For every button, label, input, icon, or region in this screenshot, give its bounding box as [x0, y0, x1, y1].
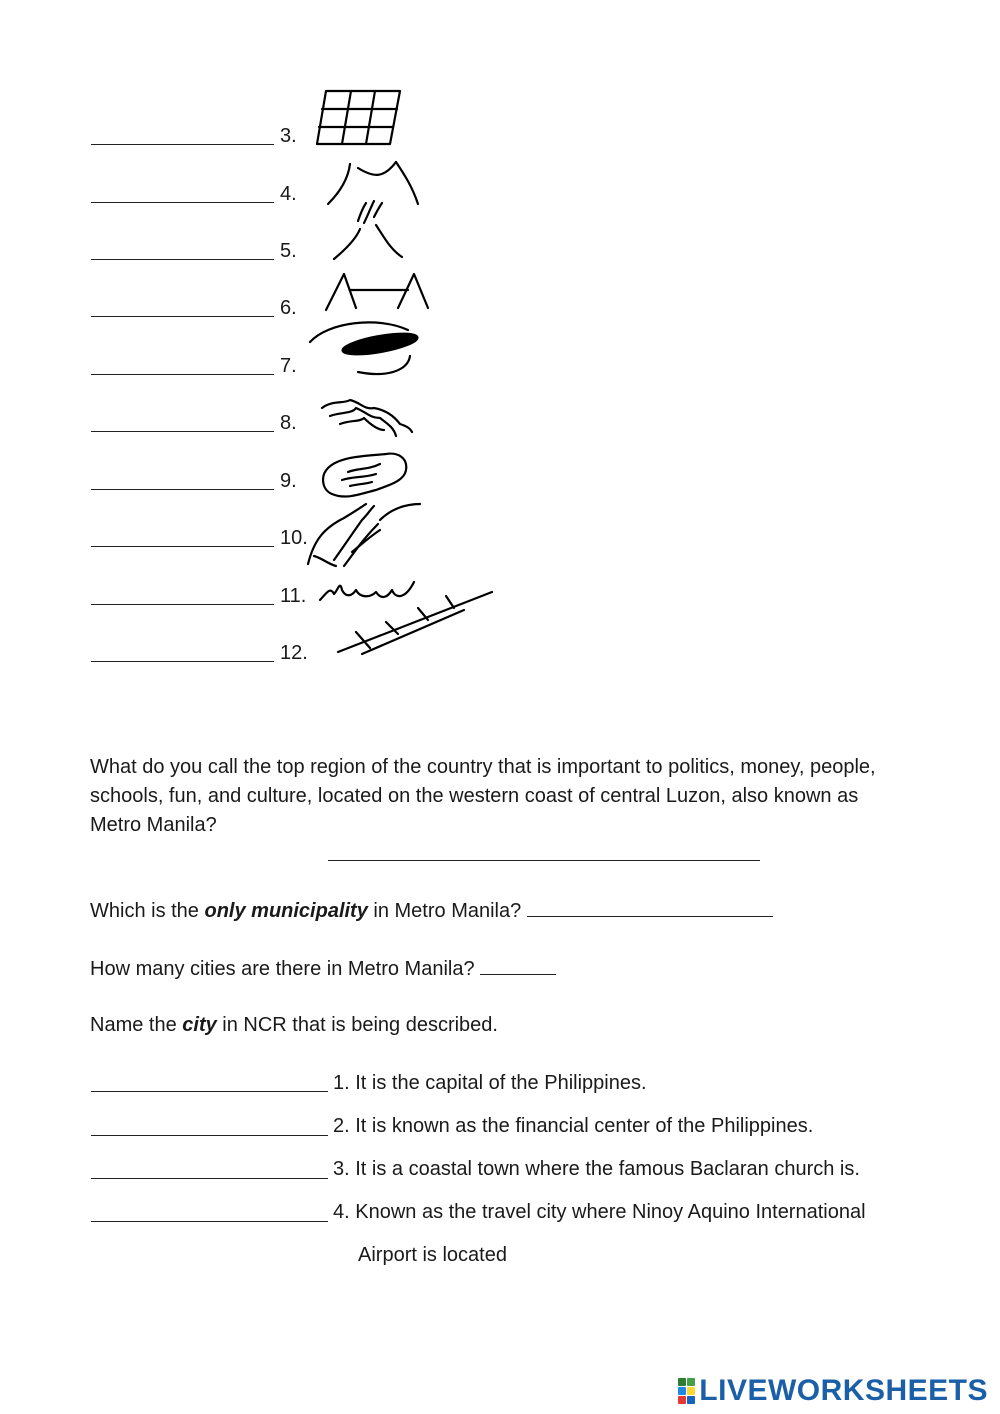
island-icon — [320, 450, 412, 502]
item-number: 10. — [280, 527, 308, 549]
volcano-icon — [330, 195, 410, 265]
city-clue-4: 4. Known as the travel city where Ninoy Aquino International — [333, 1201, 866, 1223]
answer-blank-5[interactable] — [91, 259, 274, 260]
answer-blank-6[interactable] — [91, 316, 274, 317]
city-clue-3: 3. It is a coastal town where the famous Baclaran church is. — [333, 1158, 860, 1180]
emphasis-text: only municipality — [204, 900, 368, 922]
question-ncr: What do you call the top region of the country that is important to politics, money, people, schools, fun, and culture, located on the western coast of central Luzon, also known as Metro Manila? — [90, 756, 876, 836]
answer-blank-3[interactable] — [91, 144, 274, 145]
question-city-count — [90, 956, 556, 981]
answer-blank-10[interactable] — [91, 546, 274, 547]
city-clue-2: 2. It is known as the financial center of the Philippines. — [333, 1115, 814, 1137]
answer-blank-city-1[interactable] — [91, 1091, 328, 1092]
question-municipality — [90, 898, 773, 923]
item-number: 8. — [280, 412, 297, 434]
answer-blank-city-4[interactable] — [91, 1221, 328, 1222]
answer-blank-8[interactable] — [91, 431, 274, 432]
question-name-city — [90, 1013, 498, 1037]
question-text: Name the — [90, 1014, 183, 1036]
question-text: How many cities are there in Metro Manila? — [90, 958, 475, 980]
answer-blank-city-3[interactable] — [91, 1178, 328, 1179]
answer-blank-4[interactable] — [91, 202, 274, 203]
answer-blank-city-2[interactable] — [91, 1135, 328, 1136]
answer-blank-9[interactable] — [91, 489, 274, 490]
item-number: 11. — [280, 585, 307, 607]
answer-blank-11[interactable] — [91, 604, 274, 605]
waterfall-icon — [304, 500, 424, 570]
river-icon — [320, 396, 416, 442]
question-text: Which is the — [90, 900, 205, 922]
item-number: 3. — [280, 125, 297, 147]
question-text: in Metro Manila? — [367, 900, 522, 922]
answer-blank-city-count[interactable] — [480, 956, 556, 975]
lake-icon — [308, 316, 424, 378]
liveworksheets-logo — [678, 1374, 988, 1408]
item-number: 12. — [280, 642, 308, 664]
city-clue-1: 1. It is the capital of the Philippines. — [333, 1072, 647, 1094]
answer-blank-7[interactable] — [91, 374, 274, 375]
answer-blank-12[interactable] — [91, 661, 274, 662]
logo-mark-icon — [678, 1378, 695, 1404]
item-number: 5. — [280, 240, 297, 262]
rice-field-icon — [314, 88, 404, 146]
item-number: 6. — [280, 297, 297, 319]
railroad-icon — [336, 586, 496, 658]
item-number: 4. — [280, 183, 297, 205]
answer-blank-municipality[interactable] — [527, 898, 773, 917]
question-text: in NCR that is being described. — [216, 1014, 498, 1036]
bridge-icon — [322, 268, 432, 312]
item-number: 9. — [280, 470, 297, 492]
city-clue-4-continuation: Airport is located — [358, 1244, 507, 1266]
item-number: 7. — [280, 355, 297, 377]
logo-text: LIVEWORKSHEETS — [699, 1374, 988, 1407]
answer-blank-ncr[interactable] — [328, 860, 760, 861]
emphasis-text: city — [182, 1014, 217, 1036]
